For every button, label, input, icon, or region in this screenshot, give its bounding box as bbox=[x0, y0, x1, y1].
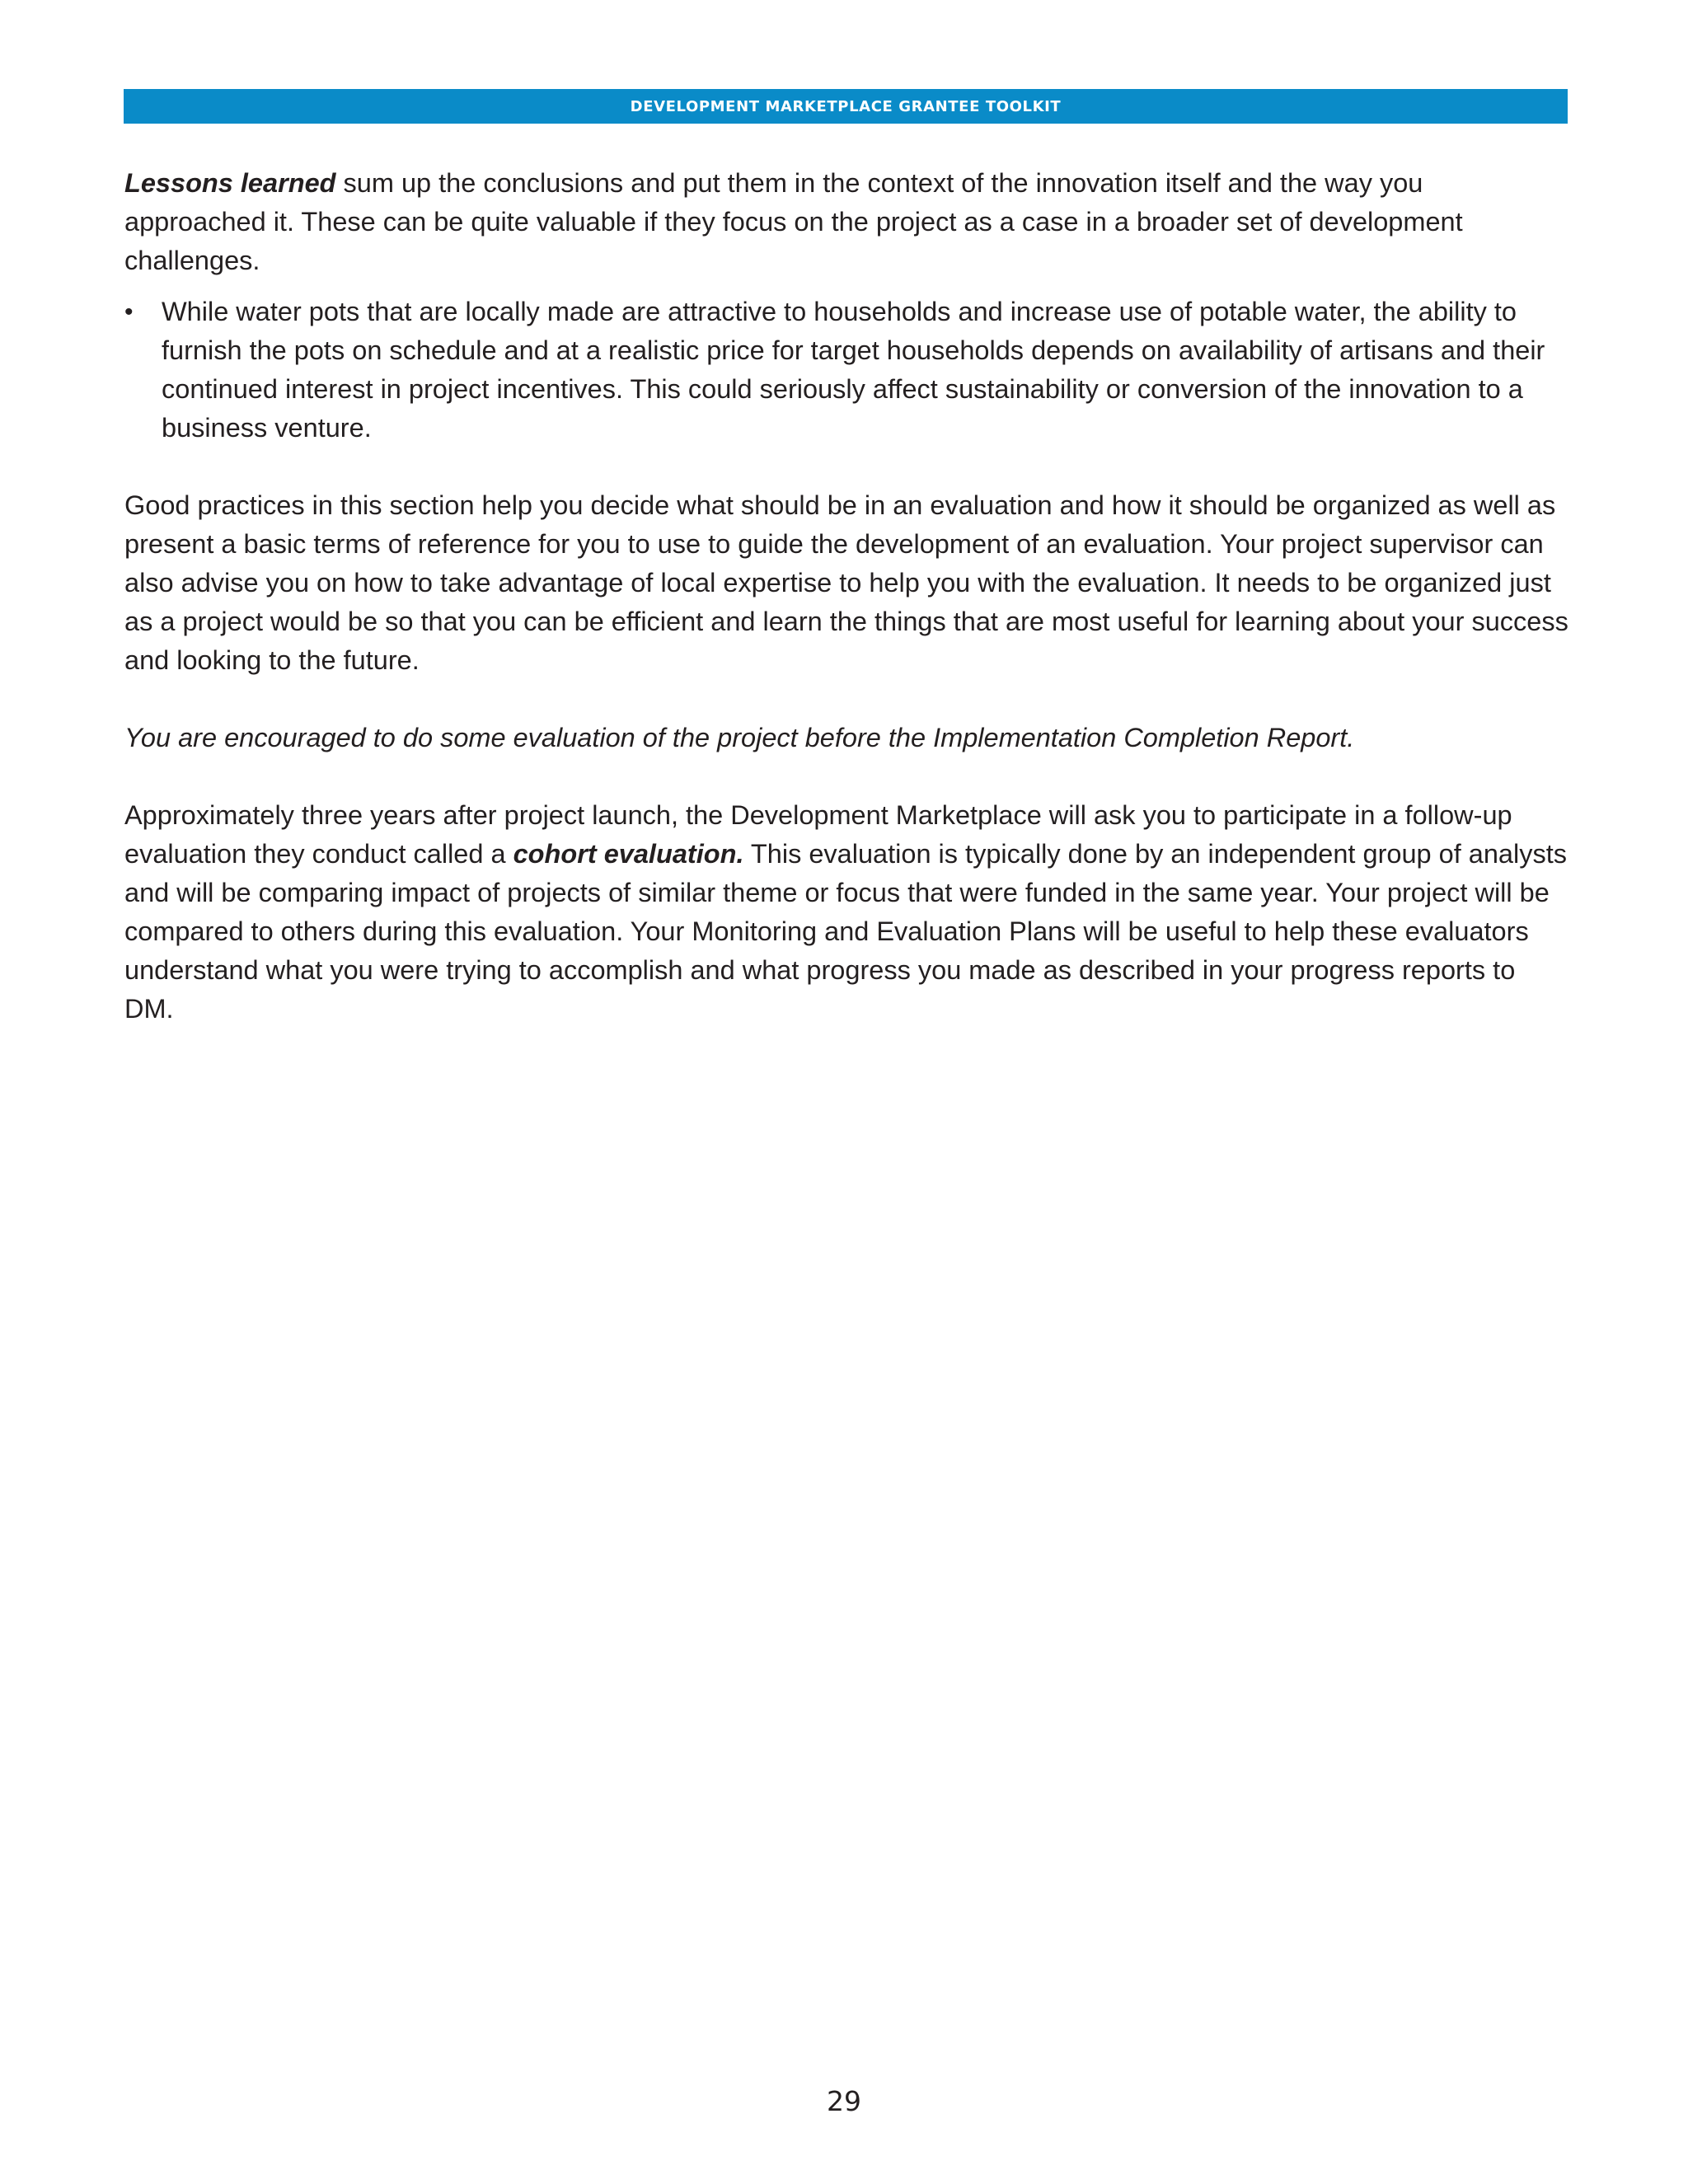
header-banner bbox=[124, 89, 1568, 124]
lessons-bullet-list bbox=[124, 293, 1568, 448]
cohort-text-before: Approximately three years after project launch, the Development Marketplace will ask you to participate in a follow-up evaluation they conduct called a bbox=[124, 800, 1512, 869]
good-practices-paragraph: Good practices in this section help you decide what should be in an evaluation and how it should be organized as well as present a basic terms of reference for you to use to guide the development of an evaluation. Your project supervisor can also advise you on how to take advantage of local expertise to help you with the evaluation. It needs to be organized just as a project would be so that you can be efficient and learn the things that are most useful for learning about your success and looking to the future. bbox=[124, 490, 1568, 675]
cohort-text-after: This evaluation is typically done by an independent group of analysts and will be comparing impact of projects of similar theme or focus that were funded in the same year. Your project will be compared to others during this evaluation. Your Monitoring and Evaluation Plans will be useful to help these evaluators understand what you were trying to accomplish and what progress you made as described in your progress reports to DM. bbox=[124, 839, 1568, 1024]
lessons-learned-text: sum up the conclusions and put them in the context of the innovation itself and the way you approached it. These can be quite valuable if they focus on the project as a case in a broader set of development challenges. bbox=[124, 168, 1463, 275]
header-title: DEVELOPMENT MARKETPLACE GRANTEE TOOLKIT bbox=[630, 97, 1062, 115]
cohort-evaluation-term: cohort evaluation. bbox=[513, 839, 744, 869]
bullet-text: While water pots that are locally made are attractive to households and increase use of potable water, the ability to furnish the pots on schedule and at a realistic price for target households depends on availability of artisans and their continued interest in project incentives. This could seriously affect sustainability or conversion of the innovation to a business venture. bbox=[162, 297, 1545, 443]
lessons-learned-term: Lessons learned bbox=[124, 168, 336, 198]
cohort-evaluation-paragraph bbox=[124, 796, 1568, 1029]
lessons-learned-paragraph bbox=[124, 164, 1568, 280]
list-item bbox=[124, 293, 1568, 448]
bullet-icon: • bbox=[124, 298, 134, 326]
encouragement-paragraph: You are encouraged to do some evaluation of the project before the Implementation Completion Report. bbox=[124, 723, 1355, 752]
page-content bbox=[124, 164, 1568, 1029]
page-number: 29 bbox=[827, 2085, 861, 2117]
